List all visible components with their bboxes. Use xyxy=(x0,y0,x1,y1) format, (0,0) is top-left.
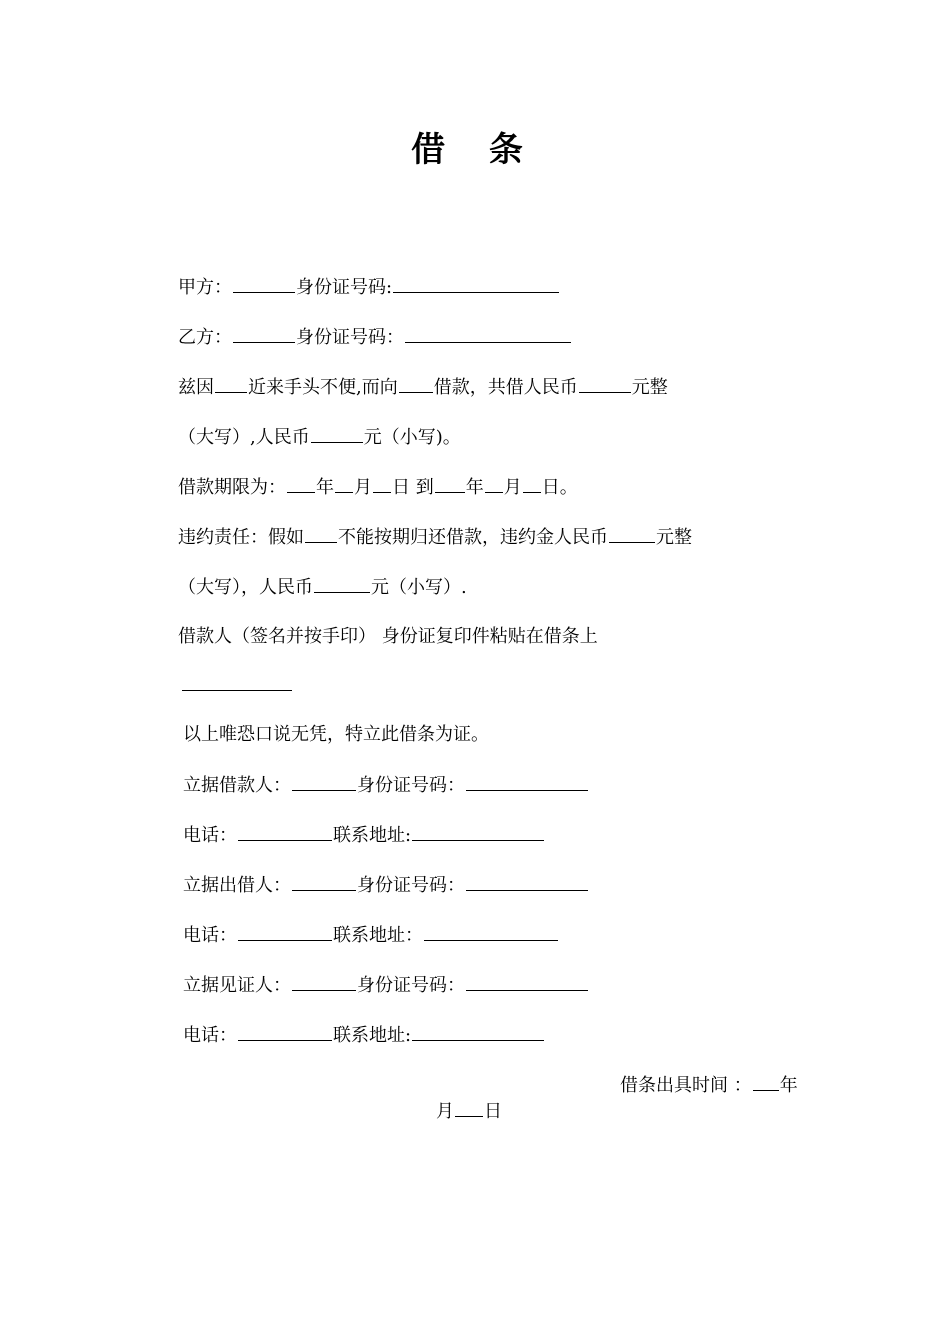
amount-number-blank[interactable] xyxy=(311,424,363,443)
breach-number-blank[interactable] xyxy=(314,574,370,593)
issue-year-blank[interactable] xyxy=(753,1072,779,1091)
party-a-label: 甲方： xyxy=(178,277,232,298)
reason-lender-blank[interactable] xyxy=(399,374,433,393)
borrower-sign-line xyxy=(178,624,598,650)
witness-phone-label: 电话： xyxy=(183,1025,237,1046)
breach-amount-text-2: 元（小写）. xyxy=(371,577,467,598)
party-b-id-label: 身份证号码： xyxy=(296,327,404,348)
witness-address-blank[interactable] xyxy=(412,1022,544,1041)
amount-text-1: （大写）,人民币 xyxy=(178,427,310,448)
term-line xyxy=(178,474,578,501)
term-month2-text: 月 xyxy=(503,477,522,498)
issue-date-label: 借条出具时间 ： xyxy=(620,1075,752,1096)
term-start-month-blank[interactable] xyxy=(335,474,353,493)
borrower-name-blank[interactable] xyxy=(292,772,356,791)
lender-contact-line xyxy=(183,922,559,949)
term-end-day-blank[interactable] xyxy=(523,474,541,493)
borrower-id-blank[interactable] xyxy=(466,772,588,791)
party-b-line xyxy=(178,324,572,351)
issue-day-blank[interactable] xyxy=(455,1098,483,1117)
term-start-year-blank[interactable] xyxy=(287,474,315,493)
borrower-id-label: 身份证号码： xyxy=(357,775,465,796)
party-b-id-blank[interactable] xyxy=(405,324,571,343)
party-a-line xyxy=(178,274,560,301)
reason-borrower-blank[interactable] xyxy=(215,374,247,393)
borrower-line xyxy=(183,772,589,799)
breach-line xyxy=(178,524,692,551)
lender-name-blank[interactable] xyxy=(292,872,356,891)
breach-text-2: 不能按期归还借款，违约金人民币 xyxy=(338,527,608,548)
borrower-address-blank[interactable] xyxy=(412,822,544,841)
party-a-name-blank[interactable] xyxy=(233,274,295,293)
breach-party-blank[interactable] xyxy=(305,524,337,543)
witness-label: 立据见证人： xyxy=(183,975,291,996)
amount-capital-blank[interactable] xyxy=(579,374,631,393)
statement-text: 以上唯恐口说无凭，特立此借条为证。 xyxy=(183,724,489,745)
term-label: 借款期限为： xyxy=(178,477,286,498)
borrower-contact-line xyxy=(183,822,545,849)
witness-id-blank[interactable] xyxy=(466,972,588,991)
term-start-day-blank[interactable] xyxy=(373,474,391,493)
party-b-label: 乙方： xyxy=(178,327,232,348)
term-day-to-text: 日 到 xyxy=(392,477,434,498)
reason-line xyxy=(178,374,668,401)
lender-address-label: 联系地址： xyxy=(333,925,423,946)
term-end-month-blank[interactable] xyxy=(485,474,503,493)
reason-text-1: 兹因 xyxy=(178,377,214,398)
borrower-address-label: 联系地址: xyxy=(333,825,412,846)
issue-date-line-2 xyxy=(436,1098,502,1125)
reason-text-4: 元整 xyxy=(631,377,668,398)
lender-id-label: 身份证号码： xyxy=(357,875,465,896)
lender-phone-blank[interactable] xyxy=(238,922,332,941)
issue-date-line xyxy=(620,1072,798,1099)
term-year2-text: 年 xyxy=(465,477,484,498)
lender-id-blank[interactable] xyxy=(466,872,588,891)
lender-phone-label: 电话： xyxy=(183,925,237,946)
amount-line xyxy=(178,424,461,451)
issue-year-text: 年 xyxy=(779,1075,798,1096)
lender-address-blank[interactable] xyxy=(424,922,558,941)
signature-blank[interactable] xyxy=(182,690,292,691)
page-title: 借 条 xyxy=(411,130,539,170)
witness-contact-line xyxy=(183,1022,545,1049)
breach-amount-line xyxy=(178,574,467,601)
term-month-text: 月 xyxy=(354,477,372,498)
issue-day-text: 日 xyxy=(484,1101,502,1122)
reason-text-2: 近来手头不便,而向 xyxy=(248,377,398,398)
breach-text-3: 元整 xyxy=(656,527,692,548)
borrower-phone-label: 电话： xyxy=(183,825,237,846)
borrower-label: 立据借款人： xyxy=(183,775,291,796)
borrower-phone-blank[interactable] xyxy=(238,822,332,841)
term-day-end-text: 日。 xyxy=(541,477,578,498)
witness-id-label: 身份证号码： xyxy=(357,975,465,996)
witness-address-label: 联系地址: xyxy=(333,1025,412,1046)
breach-capital-blank[interactable] xyxy=(609,524,655,543)
lender-label: 立据出借人： xyxy=(183,875,291,896)
witness-phone-blank[interactable] xyxy=(238,1022,332,1041)
borrower-sign-text: 借款人（签名并按手印） 身份证复印件粘贴在借条上 xyxy=(178,626,598,647)
lender-line xyxy=(183,872,589,899)
witness-line xyxy=(183,972,589,999)
amount-text-2: 元（小写)。 xyxy=(363,427,461,448)
term-year-text: 年 xyxy=(316,477,334,498)
term-end-year-blank[interactable] xyxy=(435,474,465,493)
witness-name-blank[interactable] xyxy=(292,972,356,991)
party-b-name-blank[interactable] xyxy=(233,324,295,343)
reason-text-3: 借款，共借人民币 xyxy=(433,377,578,398)
party-a-id-blank[interactable] xyxy=(393,274,559,293)
breach-amount-text-1: （大写），人民币 xyxy=(178,577,313,598)
issue-month-text: 月 xyxy=(436,1101,454,1122)
party-a-id-label: 身份证号码: xyxy=(296,277,393,298)
breach-text-1: 违约责任：假如 xyxy=(178,527,304,548)
statement-line xyxy=(183,722,489,748)
